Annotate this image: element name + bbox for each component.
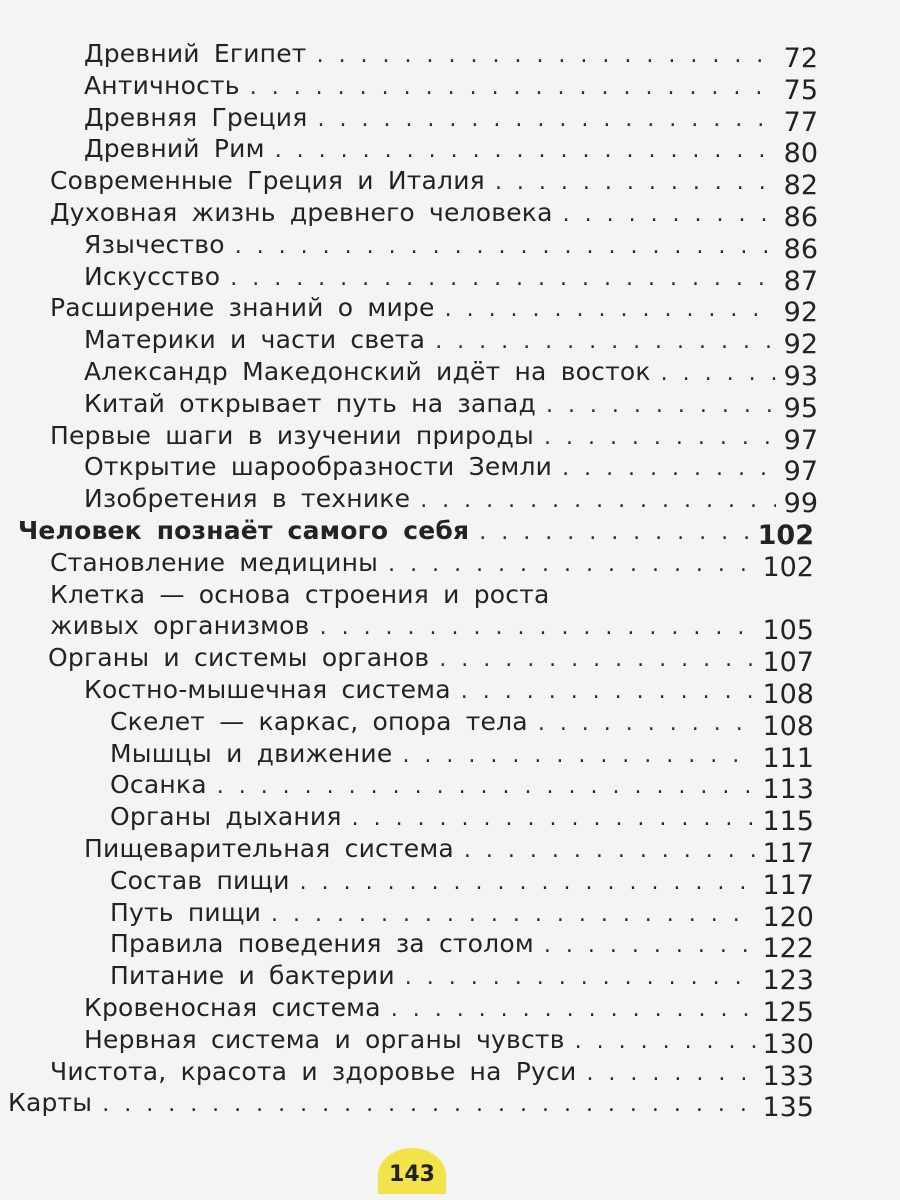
toc-entry-page: 125	[762, 996, 814, 1028]
page-number: 143	[389, 1162, 435, 1187]
toc-row	[0, 1056, 900, 1092]
toc-entry-title: Древний Рим	[84, 134, 265, 164]
toc-entry	[84, 102, 818, 136]
toc-entry-page: 117	[762, 869, 814, 901]
toc-row	[0, 515, 900, 551]
toc-entry-page: 92	[783, 297, 818, 329]
toc-entry	[110, 769, 814, 806]
toc-entry-page: 80	[783, 138, 818, 170]
toc-entry-page: 111	[762, 742, 814, 774]
toc-entry-page: 82	[783, 170, 818, 202]
toc-entry-page: 117	[762, 837, 814, 869]
toc-row	[0, 483, 900, 520]
dot-leader	[544, 930, 757, 962]
page-number-badge	[378, 1148, 446, 1194]
dot-leader	[461, 676, 757, 708]
toc-entry-title: Органы и системы органов	[48, 643, 430, 673]
toc-entry-page: 75	[783, 74, 818, 106]
toc-entry-title: Человек познаёт самого себя	[18, 515, 470, 545]
toc-entry	[50, 165, 818, 202]
toc-entry	[50, 610, 814, 647]
toc-entry-page: 102	[757, 519, 814, 551]
toc-entry-page: 122	[762, 933, 814, 965]
toc-entry-page: 72	[783, 43, 818, 74]
toc-row	[0, 165, 900, 202]
toc-entry-page: 102	[762, 551, 814, 583]
toc-entry-page: 108	[762, 710, 814, 742]
toc-entry-title: Состав пищи	[110, 865, 290, 895]
toc-entry-title: Древняя Греция	[84, 102, 308, 132]
toc-entry	[48, 642, 814, 679]
dot-leader	[544, 422, 776, 454]
dot-leader	[661, 358, 776, 390]
toc-entry-page: 133	[762, 1060, 814, 1092]
toc-row	[0, 738, 900, 774]
toc-entry-page: 120	[762, 901, 814, 933]
toc-entry	[84, 133, 818, 170]
toc-row	[0, 229, 900, 265]
toc-entry-title: Мышцы и движение	[110, 738, 393, 768]
toc-row	[0, 992, 900, 1028]
toc-entry	[84, 229, 818, 263]
toc-entry	[84, 1024, 814, 1058]
toc-entry-page: 93	[783, 360, 818, 392]
toc-entry	[84, 70, 818, 104]
toc-entry-title: Расширение знаний о мире	[50, 293, 435, 323]
dot-leader	[300, 867, 757, 899]
toc-entry-title: Путь пищи	[110, 897, 262, 927]
toc-row	[0, 928, 900, 965]
dot-leader	[230, 263, 776, 295]
toc-row	[0, 292, 900, 329]
toc-row	[0, 70, 900, 106]
dot-leader	[102, 1089, 756, 1121]
toc-entry	[84, 388, 818, 422]
dot-leader	[405, 962, 757, 994]
toc-row	[0, 897, 900, 933]
dot-leader	[235, 231, 776, 263]
toc-entry-title: Кровеносная система	[84, 992, 381, 1022]
toc-entry-title: Клетка — основа строения и роста	[50, 579, 550, 609]
toc-entry-page: 86	[783, 233, 818, 265]
toc-entry	[50, 197, 818, 231]
toc-entry	[110, 960, 814, 997]
dot-leader	[217, 771, 757, 803]
toc-row	[0, 1024, 900, 1060]
toc-row	[0, 579, 900, 611]
toc-entry-page: 87	[783, 265, 818, 297]
toc-entry-title: Язычество	[84, 229, 225, 259]
toc-entry-title: Осанка	[110, 770, 207, 800]
toc-entry-page: 115	[762, 806, 814, 838]
dot-leader	[495, 167, 776, 199]
dot-leader	[320, 612, 757, 644]
toc-entry	[110, 865, 814, 899]
toc-row	[0, 610, 900, 647]
toc-entry-page: 130	[762, 1028, 814, 1060]
toc-entry	[50, 1056, 814, 1090]
toc-entry-page: 107	[762, 647, 814, 679]
toc-row	[0, 674, 900, 710]
toc-entry-title: Первые шаги в изучении природы	[50, 420, 534, 450]
toc-entry	[18, 515, 814, 549]
toc-row	[0, 547, 900, 583]
toc-entry	[50, 420, 818, 454]
toc-entry-page: 135	[762, 1092, 814, 1124]
dot-leader	[464, 835, 757, 867]
toc-row	[0, 356, 900, 392]
dot-leader	[275, 135, 776, 167]
toc-entry-page: 105	[762, 615, 814, 647]
toc-entry-title: Современные Греция и Италия	[50, 166, 485, 196]
toc-entry-title: Материки и части света	[84, 325, 426, 355]
toc-entry	[84, 451, 818, 488]
toc-entry-page: 97	[783, 424, 818, 456]
toc-entry	[50, 292, 818, 329]
toc-row	[0, 38, 900, 74]
toc-entry-title: Пищеварительная система	[84, 833, 454, 863]
toc-entry-page: 113	[762, 774, 814, 806]
toc-row	[0, 133, 900, 170]
toc-entry-title: Искусство	[84, 261, 221, 291]
toc-entry	[110, 928, 814, 965]
toc-row	[0, 1087, 900, 1124]
toc-entry-page: 123	[762, 965, 814, 997]
dot-leader	[420, 485, 776, 517]
dot-leader	[388, 549, 756, 581]
toc-entry	[110, 801, 814, 838]
toc-entry	[50, 547, 814, 581]
toc-entry-title: Китай открывает путь на запад	[84, 388, 536, 418]
toc-entry-title: Открытие шарообразности Земли	[84, 452, 553, 482]
toc-entry	[84, 833, 814, 867]
dot-leader	[439, 644, 756, 676]
toc-entry-title: Чистота, красота и здоровье на Руси	[50, 1056, 577, 1086]
dot-leader	[271, 899, 756, 931]
dot-leader	[562, 453, 776, 485]
toc-row	[0, 801, 900, 838]
toc-entry	[84, 992, 814, 1026]
dot-leader	[250, 72, 776, 104]
toc-entry-title: Карты	[8, 1088, 93, 1118]
toc-entry-page: 95	[783, 392, 818, 424]
dot-leader	[538, 708, 757, 740]
toc-entry	[84, 261, 818, 295]
toc-row	[0, 102, 900, 138]
toc-entry-title: Древний Египет	[84, 39, 307, 68]
dot-leader	[435, 326, 776, 358]
toc-entry	[50, 579, 550, 611]
toc-entry	[110, 897, 814, 931]
toc-row	[0, 642, 900, 679]
toc-entry-title: Античность	[84, 70, 240, 100]
dot-leader	[546, 390, 776, 422]
toc-entry-title: Духовная жизнь древнего человека	[50, 197, 553, 227]
dot-leader	[479, 517, 751, 549]
toc-row	[0, 324, 900, 361]
toc-entry-page: 77	[783, 106, 818, 138]
toc-entry-title: Костно-мышечная система	[84, 674, 451, 704]
toc-entry	[110, 706, 814, 740]
toc-entry	[84, 674, 814, 708]
toc-row	[0, 865, 900, 901]
toc-row	[0, 420, 900, 456]
dot-leader	[586, 1058, 756, 1090]
toc-row	[0, 451, 900, 488]
toc-entry	[84, 324, 818, 361]
toc-entry-title: Органы дыхания	[110, 802, 342, 832]
toc-entry	[84, 483, 818, 520]
toc-row	[0, 960, 900, 997]
toc-row	[0, 833, 900, 869]
dot-leader	[352, 803, 757, 835]
toc-entry-page: 92	[783, 329, 818, 361]
toc-entry-page: 108	[762, 678, 814, 710]
dot-leader	[563, 199, 776, 231]
toc-entry-title: Питание и бактерии	[110, 961, 395, 991]
toc-entry-title: Александр Македонский идёт на восток	[84, 356, 651, 386]
toc-row	[0, 197, 900, 233]
dot-leader	[318, 104, 777, 136]
toc-entry	[84, 356, 818, 390]
toc-entry	[110, 738, 814, 772]
toc-row	[0, 388, 900, 424]
dot-leader	[391, 994, 757, 1026]
toc-entry-page: 86	[783, 201, 818, 233]
toc-entry-page: 99	[783, 488, 818, 520]
toc-entry-title: Становление медицины	[50, 547, 379, 577]
toc-entry-title: Нервная система и органы чувств	[84, 1024, 565, 1054]
toc-entry-title: Скелет — каркас, опора тела	[110, 706, 528, 736]
toc-entry-title: живых организмов	[50, 611, 310, 641]
toc-entry-title: Правила поведения за столом	[110, 929, 534, 959]
toc-entry	[84, 38, 818, 72]
dot-leader	[317, 40, 776, 72]
toc-entry-page: 97	[783, 456, 818, 488]
toc-row	[0, 769, 900, 806]
dot-leader	[445, 294, 776, 326]
toc-list	[0, 38, 900, 1124]
dot-leader	[402, 740, 756, 772]
toc-entry-title: Изобретения в технике	[84, 484, 411, 514]
toc-row	[0, 261, 900, 297]
toc-entry	[8, 1087, 814, 1124]
toc-row	[0, 706, 900, 742]
dot-leader	[575, 1026, 757, 1058]
